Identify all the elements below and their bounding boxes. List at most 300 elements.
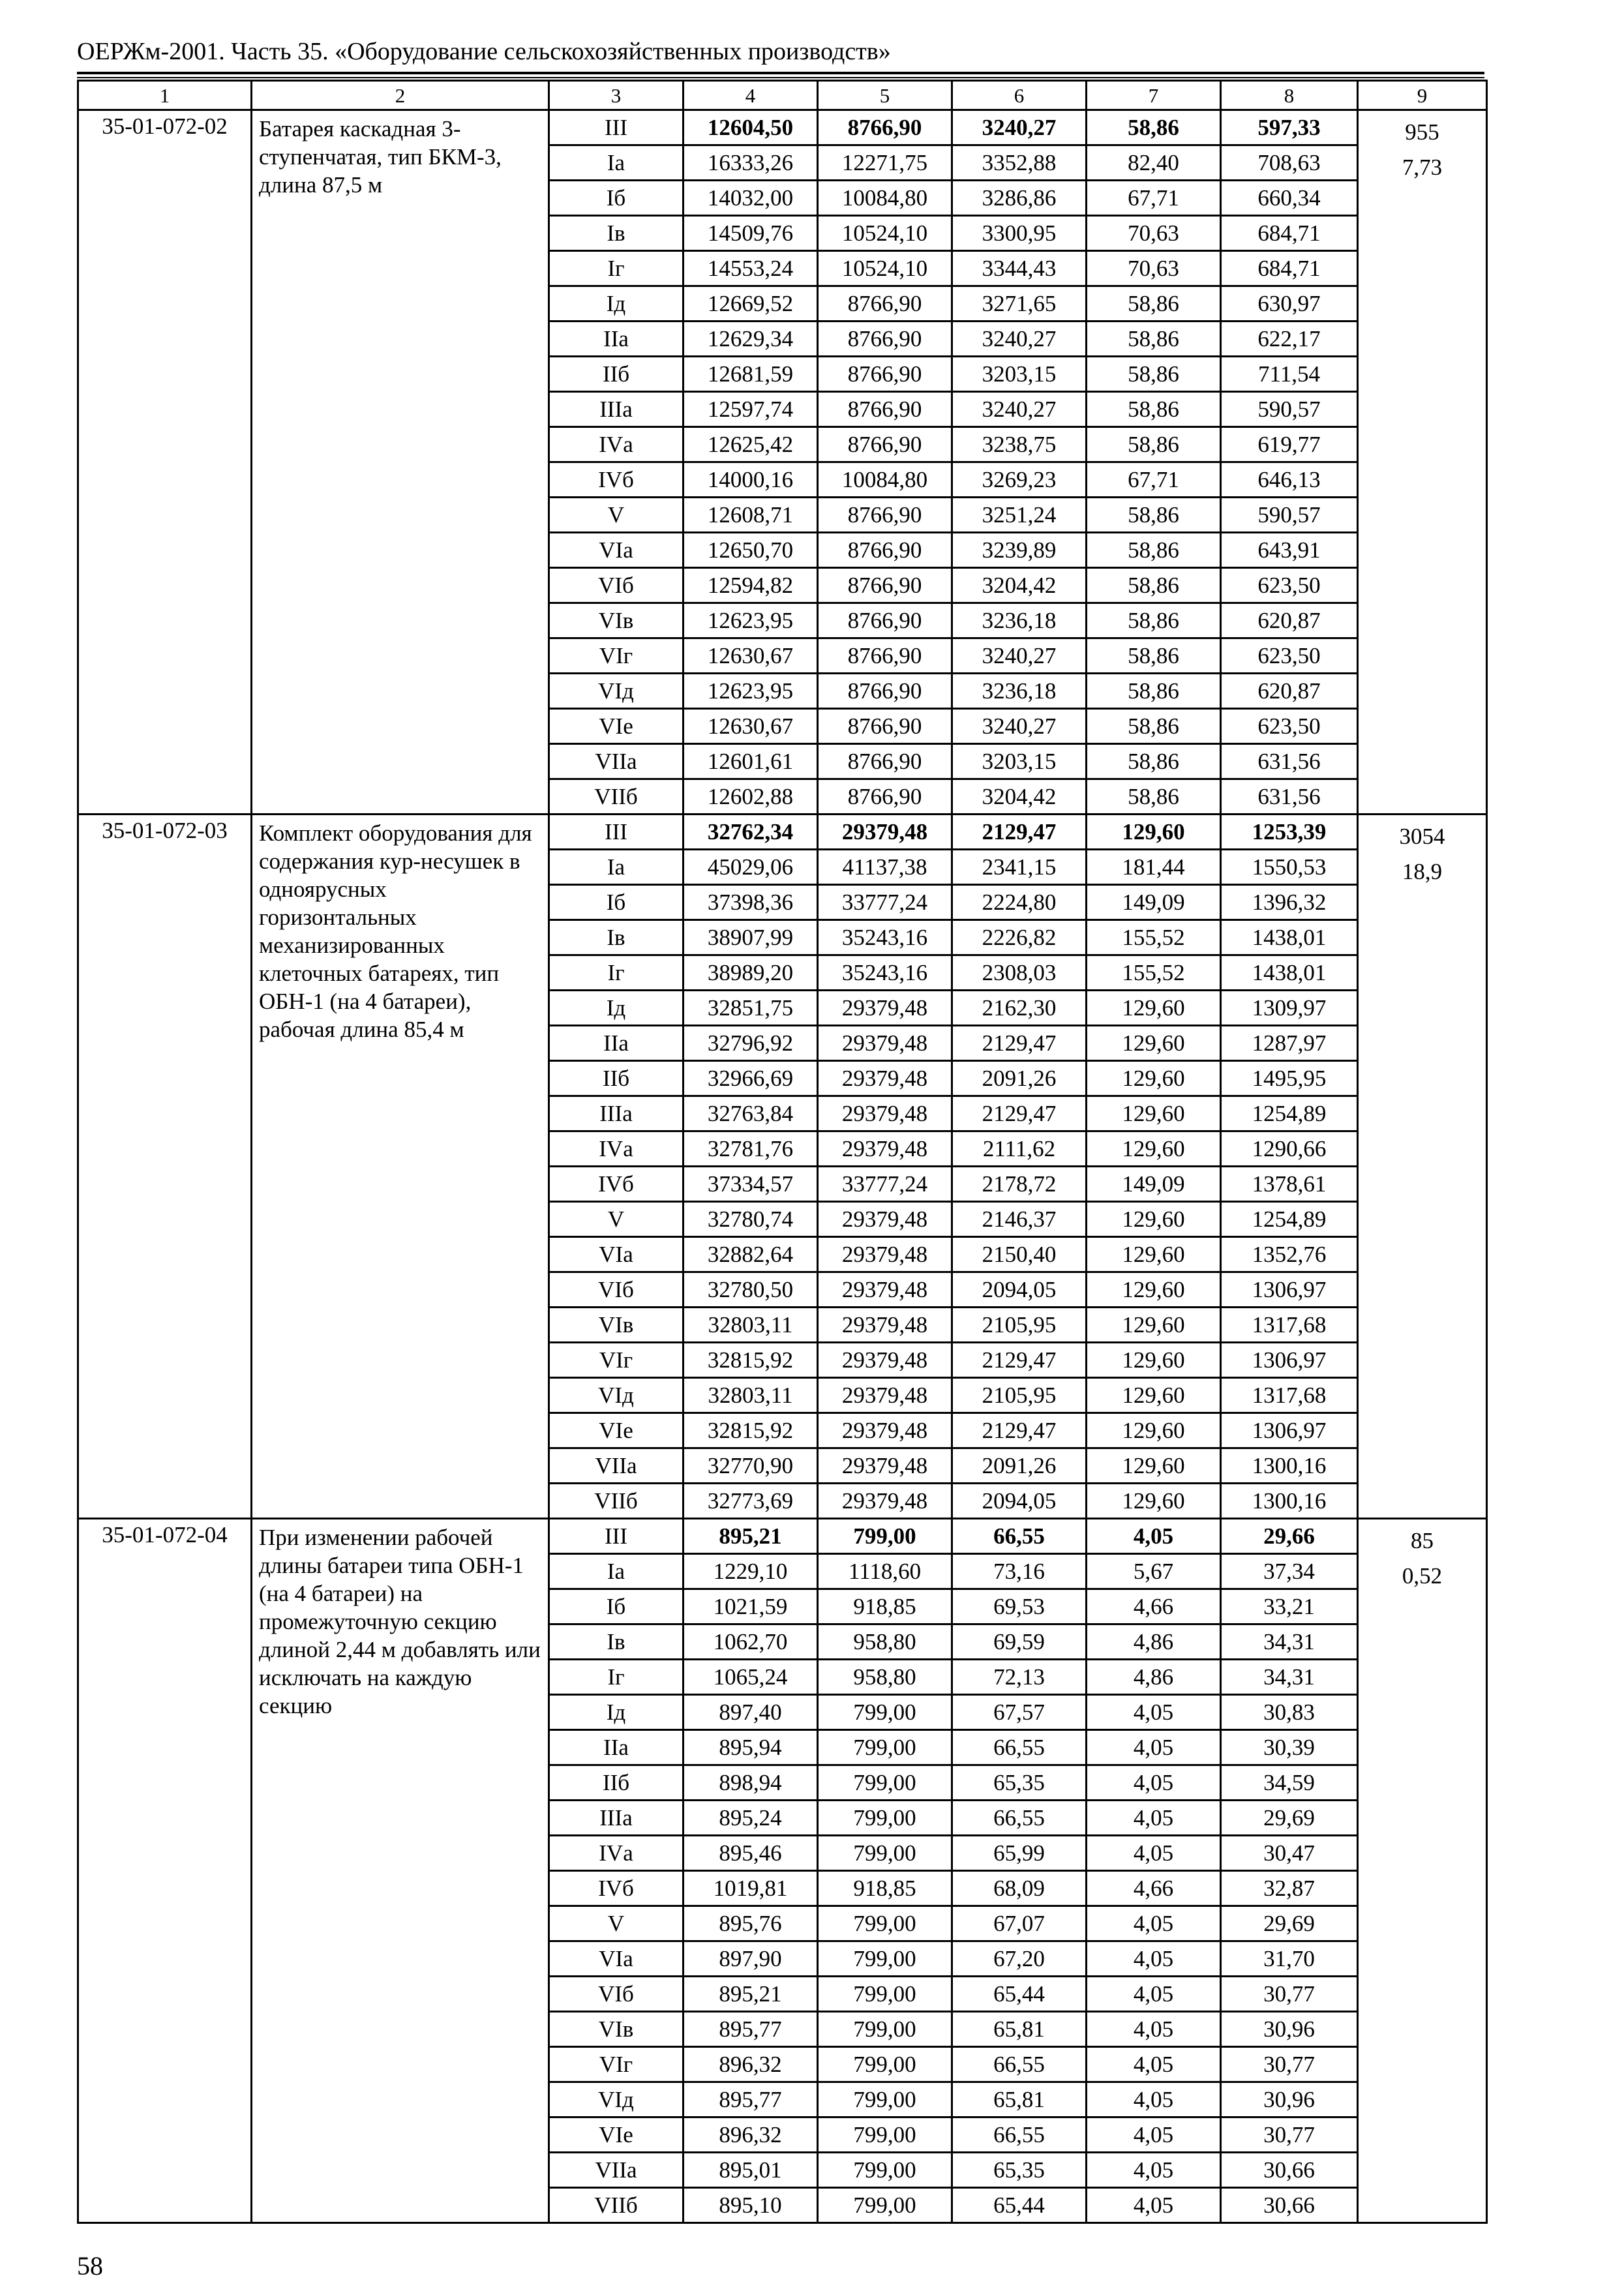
column-header: 5: [818, 81, 952, 110]
extra-values: [1358, 110, 1487, 815]
value-cell: 799,00: [818, 1836, 952, 1871]
value-cell: 4,66: [1087, 1871, 1221, 1906]
value-cell: 4,05: [1087, 2153, 1221, 2188]
zone-cell: VIг: [549, 638, 684, 674]
value-cell: 14553,24: [684, 251, 818, 286]
value-cell: 12602,88: [684, 779, 818, 815]
value-cell: 3271,65: [952, 286, 1087, 322]
value-cell: 1300,16: [1221, 1448, 1358, 1484]
value-cell: 895,10: [684, 2188, 818, 2223]
value-cell: 2091,26: [952, 1061, 1087, 1096]
zone-cell: Iа: [549, 145, 684, 181]
value-cell: 29,69: [1221, 1801, 1358, 1836]
value-cell: 895,46: [684, 1836, 818, 1871]
zone-cell: IVа: [549, 1836, 684, 1871]
value-cell: 4,05: [1087, 2012, 1221, 2047]
value-cell: 895,24: [684, 1801, 818, 1836]
header-rule: [77, 72, 1484, 74]
zone-cell: VIа: [549, 1237, 684, 1272]
value-cell: 1306,97: [1221, 1272, 1358, 1308]
value-cell: 630,97: [1221, 286, 1358, 322]
value-cell: 65,35: [952, 1765, 1087, 1801]
value-cell: 799,00: [818, 1941, 952, 1977]
value-cell: 58,86: [1087, 744, 1221, 779]
value-cell: 2129,47: [952, 1343, 1087, 1378]
value-cell: 58,86: [1087, 427, 1221, 462]
zone-cell: VIIб: [549, 1484, 684, 1519]
value-cell: 4,05: [1087, 1801, 1221, 1836]
value-cell: 3240,27: [952, 392, 1087, 427]
zone-cell: III: [549, 1519, 684, 1554]
value-cell: 29,69: [1221, 1906, 1358, 1941]
value-cell: 8766,90: [818, 357, 952, 392]
value-cell: 4,05: [1087, 1695, 1221, 1730]
value-cell: 58,86: [1087, 533, 1221, 568]
value-cell: 2129,47: [952, 815, 1087, 850]
zone-cell: VIа: [549, 533, 684, 568]
zone-cell: IIIа: [549, 1096, 684, 1131]
value-cell: 66,55: [952, 1519, 1087, 1554]
value-cell: 16333,26: [684, 145, 818, 181]
zone-cell: IVб: [549, 1871, 684, 1906]
zone-cell: VIг: [549, 2047, 684, 2082]
extra-value: 955: [1405, 119, 1439, 145]
value-cell: 3203,15: [952, 357, 1087, 392]
zone-cell: IIIа: [549, 1801, 684, 1836]
value-cell: 3204,42: [952, 779, 1087, 815]
value-cell: 799,00: [818, 2082, 952, 2117]
value-cell: 631,56: [1221, 744, 1358, 779]
value-cell: 30,96: [1221, 2012, 1358, 2047]
value-cell: 12601,61: [684, 744, 818, 779]
value-cell: 799,00: [818, 1801, 952, 1836]
value-cell: 29379,48: [818, 1237, 952, 1272]
value-cell: 2129,47: [952, 1026, 1087, 1061]
value-cell: 58,86: [1087, 110, 1221, 145]
value-cell: 799,00: [818, 2153, 952, 2188]
value-cell: 4,05: [1087, 1730, 1221, 1765]
value-cell: 32763,84: [684, 1096, 818, 1131]
value-cell: 73,16: [952, 1554, 1087, 1589]
value-cell: 799,00: [818, 1977, 952, 2012]
value-cell: 32780,50: [684, 1272, 818, 1308]
zone-cell: VIIб: [549, 2188, 684, 2223]
value-cell: 2105,95: [952, 1308, 1087, 1343]
value-cell: 660,34: [1221, 181, 1358, 216]
zone-cell: VIIа: [549, 2153, 684, 2188]
zone-cell: Iа: [549, 1554, 684, 1589]
value-cell: 799,00: [818, 1765, 952, 1801]
value-cell: 155,52: [1087, 955, 1221, 991]
value-cell: 3286,86: [952, 181, 1087, 216]
column-header: 2: [252, 81, 549, 110]
zone-cell: Iб: [549, 181, 684, 216]
value-cell: 799,00: [818, 1695, 952, 1730]
value-cell: 32815,92: [684, 1413, 818, 1448]
value-cell: 14509,76: [684, 216, 818, 251]
value-cell: 4,66: [1087, 1589, 1221, 1624]
value-cell: 3240,27: [952, 638, 1087, 674]
value-cell: 623,50: [1221, 568, 1358, 603]
value-cell: 646,13: [1221, 462, 1358, 498]
zone-cell: V: [549, 1202, 684, 1237]
value-cell: 37398,36: [684, 885, 818, 920]
value-cell: 58,86: [1087, 392, 1221, 427]
value-cell: 29379,48: [818, 1272, 952, 1308]
value-cell: 32781,76: [684, 1131, 818, 1167]
value-cell: 12650,70: [684, 533, 818, 568]
zone-cell: VIа: [549, 1941, 684, 1977]
value-cell: 3344,43: [952, 251, 1087, 286]
value-cell: 3238,75: [952, 427, 1087, 462]
value-cell: 32773,69: [684, 1484, 818, 1519]
value-cell: 1306,97: [1221, 1413, 1358, 1448]
value-cell: 34,31: [1221, 1624, 1358, 1660]
value-cell: 4,05: [1087, 1977, 1221, 2012]
value-cell: 129,60: [1087, 1202, 1221, 1237]
zone-cell: IVа: [549, 427, 684, 462]
value-cell: 33777,24: [818, 1167, 952, 1202]
value-cell: 1495,95: [1221, 1061, 1358, 1096]
value-cell: 67,57: [952, 1695, 1087, 1730]
value-cell: 623,50: [1221, 709, 1358, 744]
value-cell: 711,54: [1221, 357, 1358, 392]
value-cell: 1021,59: [684, 1589, 818, 1624]
zone-cell: VIе: [549, 1413, 684, 1448]
value-cell: 32796,92: [684, 1026, 818, 1061]
value-cell: 8766,90: [818, 498, 952, 533]
value-cell: 29379,48: [818, 1484, 952, 1519]
zone-cell: IIб: [549, 1061, 684, 1096]
value-cell: 67,20: [952, 1941, 1087, 1977]
value-cell: 12623,95: [684, 674, 818, 709]
value-cell: 8766,90: [818, 709, 952, 744]
value-cell: 897,90: [684, 1941, 818, 1977]
value-cell: 129,60: [1087, 1378, 1221, 1413]
zone-cell: IIа: [549, 1730, 684, 1765]
value-cell: 1019,81: [684, 1871, 818, 1906]
value-cell: 1300,16: [1221, 1484, 1358, 1519]
value-cell: 32,87: [1221, 1871, 1358, 1906]
column-header: 9: [1358, 81, 1487, 110]
value-cell: 799,00: [818, 2188, 952, 2223]
value-cell: 4,05: [1087, 2082, 1221, 2117]
value-cell: 2224,80: [952, 885, 1087, 920]
zone-cell: V: [549, 1906, 684, 1941]
value-cell: 684,71: [1221, 216, 1358, 251]
value-cell: 29379,48: [818, 1343, 952, 1378]
value-cell: 129,60: [1087, 1413, 1221, 1448]
table-row: [78, 815, 1487, 850]
value-cell: 8766,90: [818, 322, 952, 357]
value-cell: 1396,32: [1221, 885, 1358, 920]
value-cell: 12629,34: [684, 322, 818, 357]
zone-cell: IIб: [549, 1765, 684, 1801]
zone-cell: VIб: [549, 1272, 684, 1308]
value-cell: 799,00: [818, 2117, 952, 2153]
value-cell: 4,05: [1087, 1941, 1221, 1977]
value-cell: 2150,40: [952, 1237, 1087, 1272]
value-cell: 30,77: [1221, 2047, 1358, 2082]
value-cell: 70,63: [1087, 251, 1221, 286]
value-cell: 3352,88: [952, 145, 1087, 181]
value-cell: 29379,48: [818, 1131, 952, 1167]
zone-cell: Iв: [549, 920, 684, 955]
item-code: 35-01-072-03: [78, 815, 252, 1519]
zone-cell: Iд: [549, 1695, 684, 1730]
value-cell: 30,47: [1221, 1836, 1358, 1871]
value-cell: 58,86: [1087, 498, 1221, 533]
value-cell: 129,60: [1087, 1061, 1221, 1096]
value-cell: 2105,95: [952, 1378, 1087, 1413]
value-cell: 2129,47: [952, 1096, 1087, 1131]
zone-cell: Iв: [549, 1624, 684, 1660]
value-cell: 29379,48: [818, 1061, 952, 1096]
value-cell: 4,05: [1087, 1906, 1221, 1941]
value-cell: 8766,90: [818, 779, 952, 815]
value-cell: 10524,10: [818, 251, 952, 286]
value-cell: 129,60: [1087, 1343, 1221, 1378]
value-cell: 29379,48: [818, 991, 952, 1026]
value-cell: 129,60: [1087, 1308, 1221, 1343]
zone-cell: III: [549, 110, 684, 145]
value-cell: 3239,89: [952, 533, 1087, 568]
value-cell: 2129,47: [952, 1413, 1087, 1448]
value-cell: 181,44: [1087, 850, 1221, 885]
value-cell: 896,32: [684, 2047, 818, 2082]
value-cell: 895,01: [684, 2153, 818, 2188]
zone-cell: IIIа: [549, 392, 684, 427]
zone-cell: VIг: [549, 1343, 684, 1378]
value-cell: 1118,60: [818, 1554, 952, 1589]
value-cell: 29379,48: [818, 1448, 952, 1484]
value-cell: 643,91: [1221, 533, 1358, 568]
value-cell: 37,34: [1221, 1554, 1358, 1589]
zone-cell: Iб: [549, 1589, 684, 1624]
zone-cell: Iг: [549, 955, 684, 991]
value-cell: 4,05: [1087, 1836, 1221, 1871]
value-cell: 620,87: [1221, 603, 1358, 638]
value-cell: 30,77: [1221, 2117, 1358, 2153]
zone-cell: Iд: [549, 286, 684, 322]
value-cell: 29379,48: [818, 1026, 952, 1061]
item-code: 35-01-072-02: [78, 110, 252, 815]
value-cell: 2178,72: [952, 1167, 1087, 1202]
zone-cell: IIа: [549, 322, 684, 357]
extra-value: 7,73: [1402, 155, 1443, 180]
value-cell: 72,13: [952, 1660, 1087, 1695]
value-cell: 10084,80: [818, 462, 952, 498]
zone-cell: Iа: [549, 850, 684, 885]
column-header: 4: [684, 81, 818, 110]
value-cell: 129,60: [1087, 1131, 1221, 1167]
value-cell: 37334,57: [684, 1167, 818, 1202]
zone-cell: IVб: [549, 1167, 684, 1202]
value-cell: 918,85: [818, 1589, 952, 1624]
value-cell: 33777,24: [818, 885, 952, 920]
value-cell: 2111,62: [952, 1131, 1087, 1167]
zone-cell: V: [549, 498, 684, 533]
value-cell: 8766,90: [818, 392, 952, 427]
value-cell: 2091,26: [952, 1448, 1087, 1484]
value-cell: 38907,99: [684, 920, 818, 955]
value-cell: 67,71: [1087, 462, 1221, 498]
value-cell: 65,44: [952, 1977, 1087, 2012]
value-cell: 1550,53: [1221, 850, 1358, 885]
value-cell: 799,00: [818, 1730, 952, 1765]
value-cell: 34,31: [1221, 1660, 1358, 1695]
value-cell: 918,85: [818, 1871, 952, 1906]
value-cell: 1438,01: [1221, 920, 1358, 955]
price-table: [77, 80, 1488, 2224]
item-name: Батарея каскадная 3-ступенчатая, тип БКМ-3, длина 87,5 м: [252, 110, 549, 815]
extra-values: [1358, 815, 1487, 1519]
value-cell: 32762,34: [684, 815, 818, 850]
value-cell: 623,50: [1221, 638, 1358, 674]
value-cell: 8766,90: [818, 110, 952, 145]
zone-cell: IIа: [549, 1026, 684, 1061]
value-cell: 895,21: [684, 1977, 818, 2012]
value-cell: 65,35: [952, 2153, 1087, 2188]
value-cell: 32770,90: [684, 1448, 818, 1484]
value-cell: 4,05: [1087, 2188, 1221, 2223]
value-cell: 684,71: [1221, 251, 1358, 286]
value-cell: 895,77: [684, 2082, 818, 2117]
item-name: При изменении рабочей длины батареи типа ОБН-1 (на 4 батареи) на промежуточную секцию длиной 2,44 м добавлять или исключать на каждую секцию: [252, 1519, 549, 2223]
value-cell: 31,70: [1221, 1941, 1358, 1977]
zone-cell: VIе: [549, 709, 684, 744]
value-cell: 897,40: [684, 1695, 818, 1730]
zone-cell: VIб: [549, 568, 684, 603]
value-cell: 620,87: [1221, 674, 1358, 709]
item-name: Комплект оборудования для содержания кур-несушек в одноярусных горизонтальных механизированных клеточных батареях, тип ОБН-1 (на 4 батареи), рабочая длина 85,4 м: [252, 815, 549, 1519]
value-cell: 65,81: [952, 2012, 1087, 2047]
zone-cell: VIе: [549, 2117, 684, 2153]
value-cell: 3251,24: [952, 498, 1087, 533]
value-cell: 32803,11: [684, 1308, 818, 1343]
value-cell: 12630,67: [684, 709, 818, 744]
value-cell: 1254,89: [1221, 1202, 1358, 1237]
value-cell: 58,86: [1087, 709, 1221, 744]
value-cell: 10084,80: [818, 181, 952, 216]
column-header: 7: [1087, 81, 1221, 110]
value-cell: 1317,68: [1221, 1308, 1358, 1343]
value-cell: 69,53: [952, 1589, 1087, 1624]
extra-value: 3054: [1399, 824, 1445, 849]
column-header: 3: [549, 81, 684, 110]
value-cell: 1317,68: [1221, 1378, 1358, 1413]
zone-cell: VIIа: [549, 1448, 684, 1484]
value-cell: 3300,95: [952, 216, 1087, 251]
extra-value: 0,52: [1402, 1563, 1443, 1589]
zone-cell: Iг: [549, 251, 684, 286]
value-cell: 66,55: [952, 2047, 1087, 2082]
value-cell: 8766,90: [818, 674, 952, 709]
value-cell: 69,59: [952, 1624, 1087, 1660]
value-cell: 895,94: [684, 1730, 818, 1765]
value-cell: 3236,18: [952, 603, 1087, 638]
zone-cell: VIIб: [549, 779, 684, 815]
value-cell: 12623,95: [684, 603, 818, 638]
zone-cell: VIд: [549, 674, 684, 709]
value-cell: 30,83: [1221, 1695, 1358, 1730]
value-cell: 2094,05: [952, 1484, 1087, 1519]
value-cell: 32780,74: [684, 1202, 818, 1237]
value-cell: 29379,48: [818, 1096, 952, 1131]
value-cell: 58,86: [1087, 322, 1221, 357]
value-cell: 65,44: [952, 2188, 1087, 2223]
value-cell: 149,09: [1087, 1167, 1221, 1202]
value-cell: 32882,64: [684, 1237, 818, 1272]
value-cell: 1229,10: [684, 1554, 818, 1589]
value-cell: 70,63: [1087, 216, 1221, 251]
zone-cell: IIб: [549, 357, 684, 392]
value-cell: 14032,00: [684, 181, 818, 216]
table-row: [78, 1519, 1487, 1554]
column-header: 1: [78, 81, 252, 110]
value-cell: 29379,48: [818, 1413, 952, 1448]
value-cell: 34,59: [1221, 1765, 1358, 1801]
header-rule-thin: [77, 77, 1484, 78]
value-cell: 29379,48: [818, 1378, 952, 1413]
zone-cell: IVа: [549, 1131, 684, 1167]
value-cell: 66,55: [952, 1801, 1087, 1836]
value-cell: 895,76: [684, 1906, 818, 1941]
value-cell: 898,94: [684, 1765, 818, 1801]
value-cell: 799,00: [818, 2047, 952, 2082]
value-cell: 8766,90: [818, 603, 952, 638]
value-cell: 29379,48: [818, 815, 952, 850]
item-code: 35-01-072-04: [78, 1519, 252, 2223]
value-cell: 4,05: [1087, 2047, 1221, 2082]
value-cell: 590,57: [1221, 498, 1358, 533]
value-cell: 1378,61: [1221, 1167, 1358, 1202]
extra-values: [1358, 1519, 1487, 2223]
table-row: [78, 110, 1487, 145]
zone-cell: VIв: [549, 603, 684, 638]
value-cell: 1352,76: [1221, 1237, 1358, 1272]
value-cell: 65,99: [952, 1836, 1087, 1871]
value-cell: 58,86: [1087, 357, 1221, 392]
value-cell: 67,71: [1087, 181, 1221, 216]
value-cell: 12625,42: [684, 427, 818, 462]
value-cell: 2341,15: [952, 850, 1087, 885]
value-cell: 1065,24: [684, 1660, 818, 1695]
value-cell: 129,60: [1087, 1026, 1221, 1061]
zone-cell: VIд: [549, 2082, 684, 2117]
value-cell: 30,39: [1221, 1730, 1358, 1765]
value-cell: 3236,18: [952, 674, 1087, 709]
value-cell: 896,32: [684, 2117, 818, 2153]
value-cell: 66,55: [952, 2117, 1087, 2153]
value-cell: 2094,05: [952, 1272, 1087, 1308]
value-cell: 33,21: [1221, 1589, 1358, 1624]
value-cell: 4,05: [1087, 1519, 1221, 1554]
value-cell: 29379,48: [818, 1202, 952, 1237]
value-cell: 82,40: [1087, 145, 1221, 181]
value-cell: 12681,59: [684, 357, 818, 392]
value-cell: 14000,16: [684, 462, 818, 498]
value-cell: 1309,97: [1221, 991, 1358, 1026]
value-cell: 12271,75: [818, 145, 952, 181]
zone-cell: VIIа: [549, 744, 684, 779]
value-cell: 58,86: [1087, 674, 1221, 709]
value-cell: 1290,66: [1221, 1131, 1358, 1167]
value-cell: 3269,23: [952, 462, 1087, 498]
value-cell: 58,86: [1087, 568, 1221, 603]
extra-value: 18,9: [1402, 859, 1443, 884]
value-cell: 4,86: [1087, 1660, 1221, 1695]
